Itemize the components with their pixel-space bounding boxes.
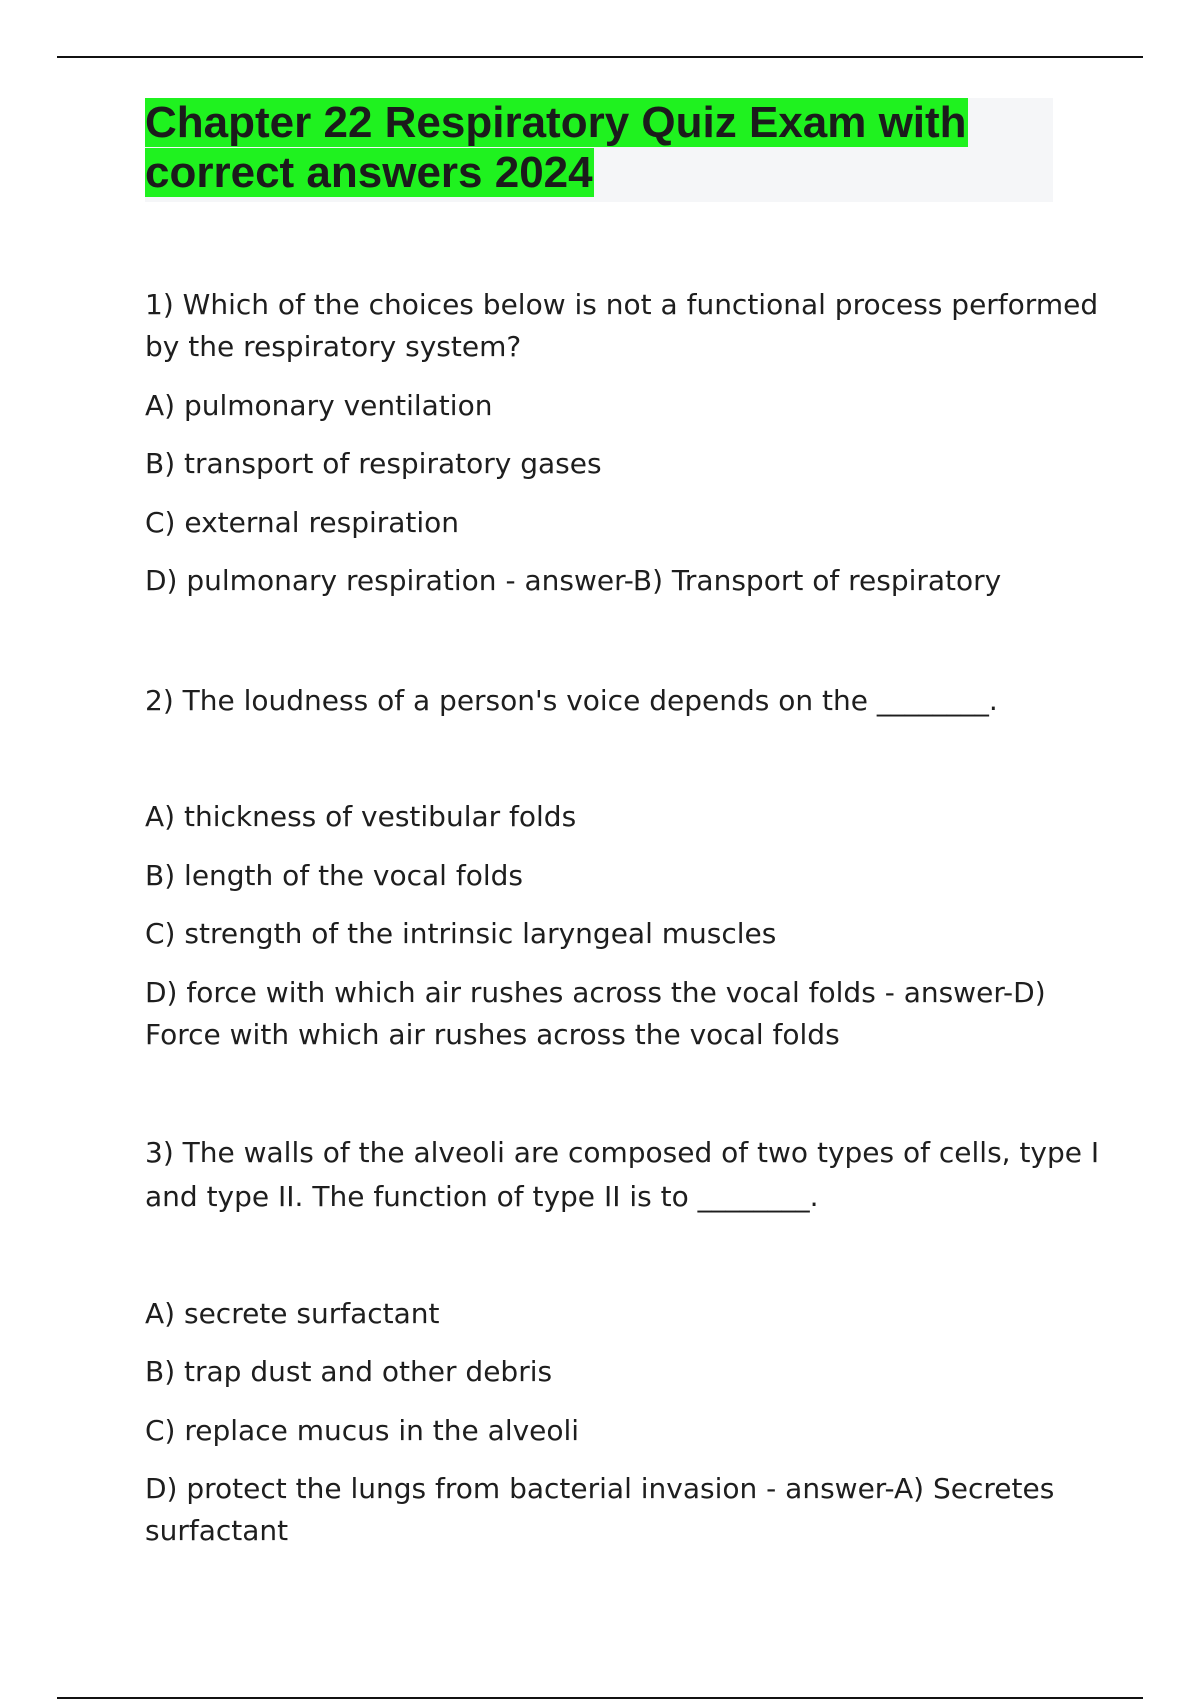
question-1-stem-line-1: 1) Which of the choices below is not a functional process performed	[145, 288, 1099, 321]
question-1-option-d-answer: D) pulmonary respiration - answer-B) Transport of respiratory	[145, 564, 1002, 597]
bottom-divider	[57, 1697, 1143, 1699]
question-3-option-a: A) secrete surfactant	[145, 1297, 440, 1330]
question-3-option-d-answer-line-1: D) protect the lungs from bacterial invasion - answer-A) Secretes	[145, 1472, 1055, 1505]
question-3-stem-line-1: 3) The walls of the alveoli are composed of two types of cells, type I	[145, 1136, 1100, 1169]
question-1-option-b: B) transport of respiratory gases	[145, 447, 602, 480]
top-divider	[57, 56, 1143, 58]
question-3-option-c: C) replace mucus in the alveoli	[145, 1414, 580, 1447]
question-2-option-b: B) length of the vocal folds	[145, 859, 523, 892]
question-1-option-a: A) pulmonary ventilation	[145, 389, 493, 422]
question-2-option-c: C) strength of the intrinsic laryngeal muscles	[145, 917, 777, 950]
question-2-option-a: A) thickness of vestibular folds	[145, 800, 577, 833]
question-2-option-d-answer-line-1: D) force with which air rushes across the vocal folds - answer-D)	[145, 976, 1046, 1009]
question-2-option-d-answer-line-2: Force with which air rushes across the vocal folds	[145, 1018, 840, 1051]
question-3-option-d-answer-line-2: surfactant	[145, 1514, 289, 1547]
document-title	[145, 98, 1053, 198]
title-block	[145, 98, 1053, 202]
question-3-option-b: B) trap dust and other debris	[145, 1355, 553, 1388]
question-1-option-c: C) external respiration	[145, 506, 460, 539]
title-line-2: correct answers 2024	[145, 148, 593, 197]
title-line-1: Chapter 22 Respiratory Quiz Exam with	[145, 98, 967, 147]
question-1-stem-line-2: by the respiratory system?	[145, 330, 522, 363]
question-3-stem-line-2: and type II. The function of type II is to ________.	[145, 1180, 819, 1213]
question-2-stem: 2) The loudness of a person's voice depends on the ________.	[145, 684, 998, 717]
